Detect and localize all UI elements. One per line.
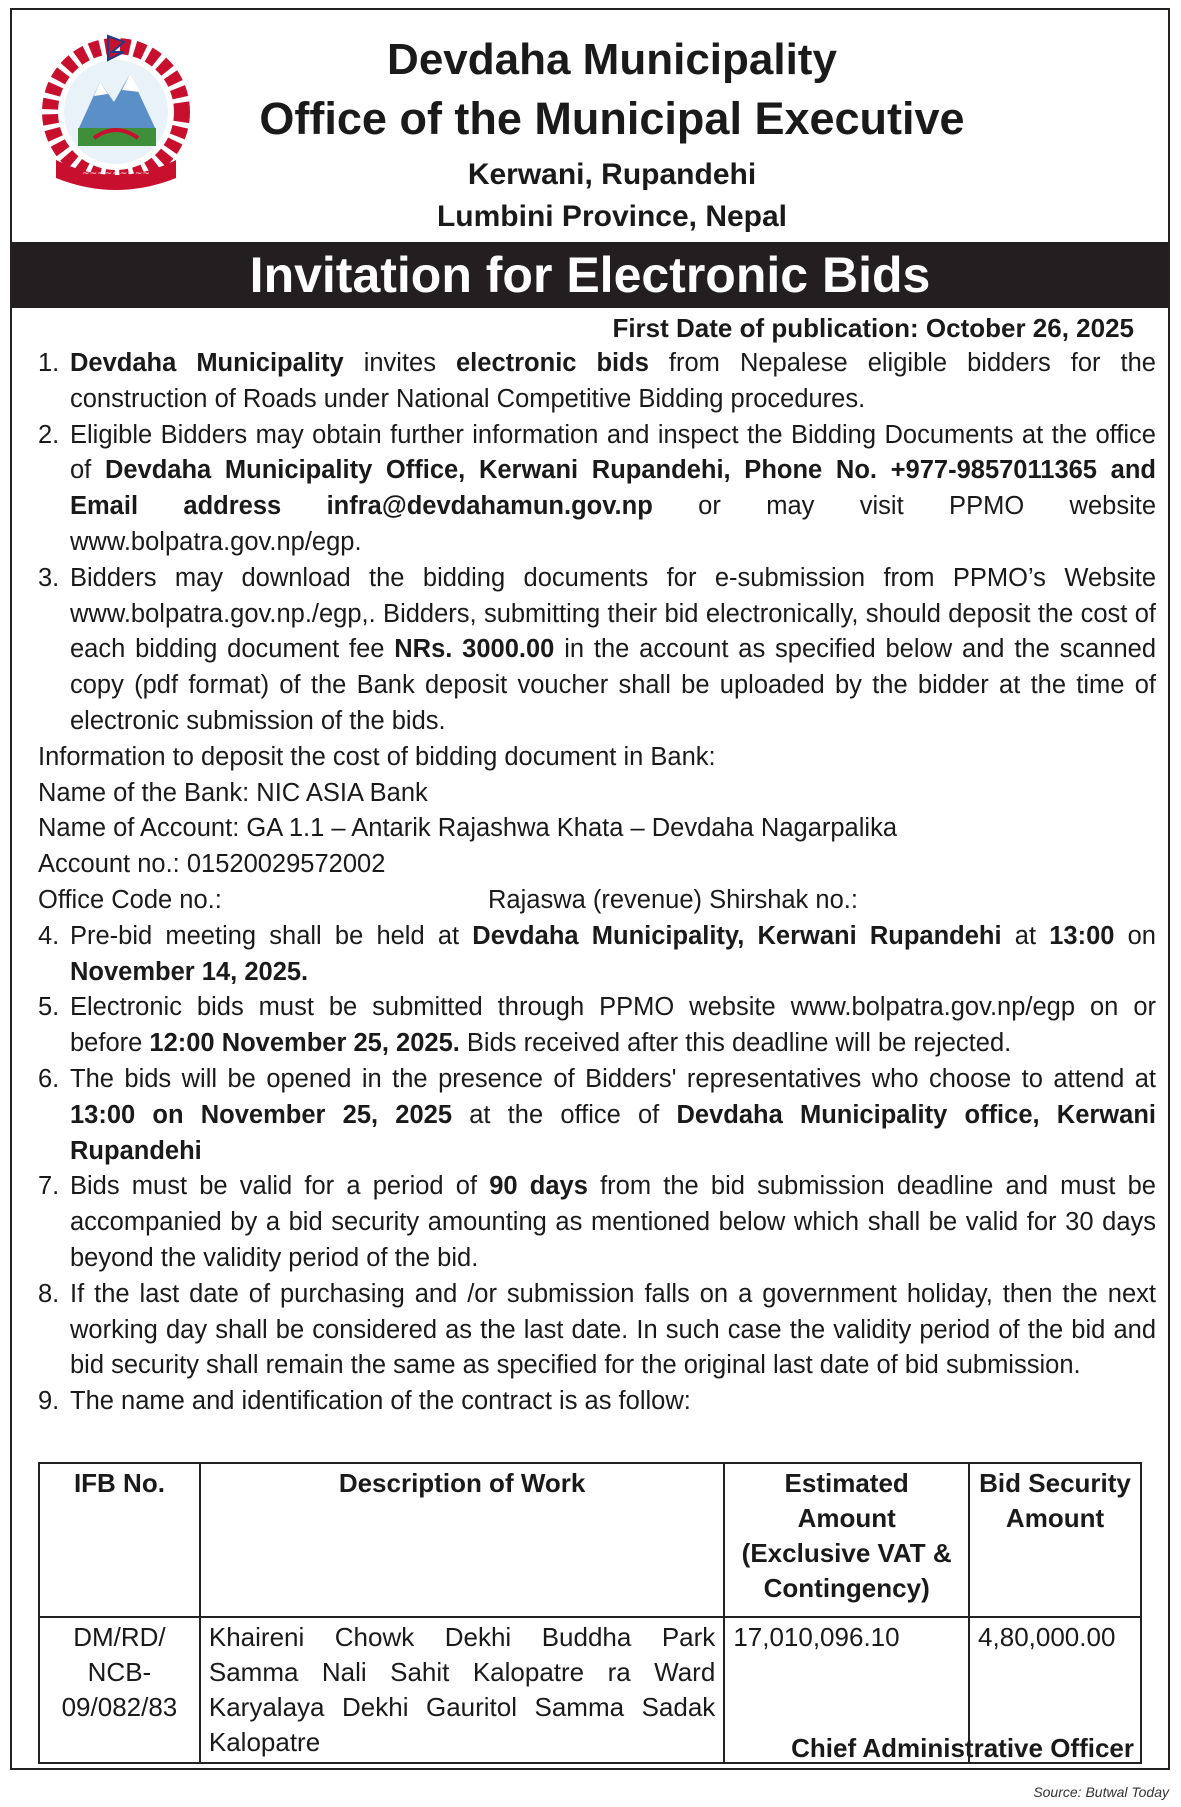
clause-number: 6. (38, 1064, 60, 1093)
clause-3 (38, 561, 1156, 740)
clause-text: from Nepalese eligible bidders for the construction of Roads under National Competitive Bidding procedures. (70, 349, 1156, 413)
contact-details: Devdaha Municipality Office, Kerwani Rupandehi, Phone No. +977-9857011365 and Email address infra@devdahamun.gov.np (70, 456, 1156, 521)
bid-security-amount: 4,80,000.00 (969, 1617, 1141, 1763)
validity-period: 90 days (489, 1172, 588, 1201)
office-name: Office of the Municipal Executive (259, 93, 965, 144)
column-header: Description of Work (200, 1463, 724, 1617)
clause-text: in the account as specified below and the scanned copy (pdf format) of the Bank deposit voucher shall be uploaded by the bidder at the time of electronic submission of the bids. (70, 635, 1156, 735)
code-row (38, 883, 1156, 919)
office-code: Office Code no.: (38, 885, 222, 914)
meeting-date: November 14, 2025. (70, 957, 309, 986)
clause-text: Pre-bid meeting shall be held at (70, 921, 473, 950)
source-credit: Source: Butwal Today (1033, 1784, 1169, 1800)
notice-header (12, 10, 1168, 242)
clause-number: 4. (38, 921, 60, 950)
svg-text:~~~~~~~~~: ~~~~~~~~~ (82, 169, 150, 179)
revenue-code: Rajaswa (revenue) Shirshak no.: (488, 885, 858, 914)
clause-text: Electronic bids must be submitted through PPMO website www.bolpatra.gov.np/egp on or before (70, 993, 1156, 1058)
notice-frame (10, 8, 1170, 1770)
clause-text: from the bid submission deadline and must be accompanied by a bid security amounting as mentioned below which shall be valid for 30 days beyond the validity period of the bid. (70, 1172, 1156, 1272)
clause-2 (38, 418, 1156, 561)
org-name: Devdaha Municipality (387, 35, 837, 84)
clause-text: or may visit PPMO website www.bolpatra.gov.np/egp. (70, 492, 1156, 556)
column-header: Estimated Amount (Exclusive VAT & Contingency) (724, 1463, 969, 1617)
clause-text-bold: Devdaha Municipality (70, 349, 344, 377)
bank-info-block (38, 740, 1156, 919)
bank-name: Name of the Bank: NIC ASIA Bank (38, 778, 428, 807)
opening-venue: Devdaha Municipality office, Kerwani Rupandehi (70, 1100, 1156, 1165)
nepal-national-emblem-icon (38, 30, 194, 190)
publication-date: First Date of publication: October 26, 2025 (612, 313, 1134, 343)
clause-number: 3. (38, 563, 60, 592)
clause-text: Bids must be valid for a period of (70, 1172, 490, 1201)
clause-number: 1. (38, 349, 60, 377)
meeting-time: 13:00 (1049, 921, 1115, 950)
clause-text: on (1114, 921, 1156, 950)
clause-text: Bidders may download the bidding documents for e-submission from PPMO’s Website www.bolpatra.gov.np./egp,. Bidders, submitting their bid electronically, should deposit the cost of each bidding document fee (70, 563, 1156, 664)
contract-table (38, 1462, 1142, 1764)
ifb-number: DM/RD/ NCB- 09/082/83 (39, 1617, 200, 1763)
issuer-block (202, 32, 1022, 238)
clause-9 (38, 1384, 1156, 1420)
clause-5 (38, 990, 1156, 1062)
notice-body (38, 346, 1156, 1420)
table-header-row (39, 1463, 1141, 1617)
address-line-2: Lumbini Province, Nepal (436, 200, 788, 233)
clause-1 (38, 346, 1156, 418)
clause-number: 7. (38, 1172, 60, 1201)
work-description: Khaireni Chowk Dekhi Buddha Park Samma Nali Sahit Kalopatre ra Ward Karyalaya Dekhi Gauritol Samma Sadak Kalopatre (200, 1617, 724, 1763)
clause-text: The name and identification of the contract is as follow: (70, 1387, 691, 1416)
account-name: Name of Account: GA 1.1 – Antarik Rajashwa Khata – Devdaha Nagarpalika (38, 814, 898, 843)
clause-4 (38, 919, 1156, 991)
notice-title: Invitation for Electronic Bids (12, 242, 1168, 308)
clause-text: Eligible Bidders may obtain further information and inspect the Bidding Documents at the office of (70, 420, 1156, 485)
opening-datetime: 13:00 on November 25, 2025 (70, 1100, 453, 1129)
clause-text: at (1001, 921, 1050, 950)
clause-text-bold: electronic bids (456, 349, 649, 377)
clause-text: The bids will be opened in the presence of Bidders' representatives who choose to attend at (70, 1064, 1156, 1093)
document-fee: NRs. 3000.00 (394, 635, 555, 664)
column-header: Bid Security Amount (969, 1463, 1141, 1617)
clause-number: 9. (38, 1387, 60, 1416)
column-header: IFB No. (39, 1463, 200, 1617)
meeting-venue: Devdaha Municipality, Kerwani Rupandehi (472, 921, 1002, 950)
clause-text: Bids received after this deadline will be rejected. (459, 1029, 1012, 1058)
account-number: Account no.: 01520029572002 (38, 850, 386, 879)
clause-number: 2. (38, 420, 60, 449)
clause-7 (38, 1169, 1156, 1276)
clause-6 (38, 1062, 1156, 1169)
estimated-amount: 17,010,096.10 (724, 1617, 969, 1763)
address-line-1: Kerwani, Rupandehi (467, 158, 757, 191)
bank-intro: Information to deposit the cost of bidding document in Bank: (38, 742, 716, 771)
clause-text: at the office of (452, 1100, 677, 1129)
clause-text: invites (343, 349, 456, 377)
submission-deadline: 12:00 November 25, 2025. (149, 1029, 460, 1058)
clause-8 (38, 1277, 1156, 1384)
signatory: Chief Administrative Officer (791, 1733, 1134, 1763)
clause-text: If the last date of purchasing and /or submission falls on a government holiday, then the next working day shall be considered as the last date. In such case the validity period of the bid and bid security shall remain the same as specified for the original last date of bid submission. (70, 1279, 1156, 1380)
clause-number: 5. (38, 993, 60, 1022)
clause-number: 8. (38, 1279, 60, 1308)
